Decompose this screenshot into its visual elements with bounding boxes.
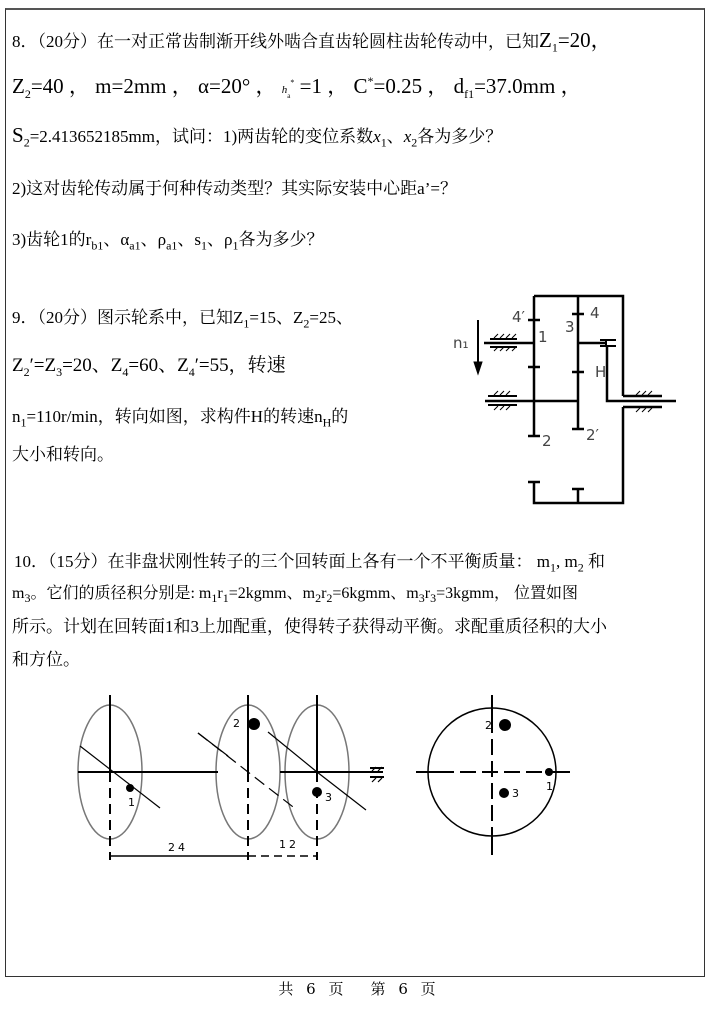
text: , m xyxy=(555,552,578,571)
text: r xyxy=(217,585,223,602)
text: 3 xyxy=(430,591,437,606)
text: =40 ， m=2mm ， α=20° ， xyxy=(30,74,277,98)
text: 2 xyxy=(577,560,584,575)
text: 1 xyxy=(211,591,218,606)
text: a1 xyxy=(166,238,178,253)
mass-1 xyxy=(126,784,134,792)
text: Z xyxy=(12,74,25,98)
text: =2kgmm、m xyxy=(228,585,316,602)
text: m xyxy=(12,585,25,602)
text: =0.25 ， d xyxy=(373,74,465,98)
text: 3)齿轮1的r xyxy=(12,230,92,249)
text: =25、 xyxy=(309,308,353,327)
text: =3kgmm， 位置如图 xyxy=(436,585,579,602)
text: H xyxy=(322,415,332,430)
label-n1: n₁ xyxy=(453,334,469,352)
label-gear4: 4 xyxy=(590,304,600,322)
text: 2 xyxy=(315,591,322,606)
text: 、 xyxy=(386,127,404,146)
text: 。它们的质径积分别是: m xyxy=(30,585,212,602)
end-view-mass-3 xyxy=(499,788,509,798)
text: a1 xyxy=(129,238,141,253)
text: n xyxy=(12,407,21,426)
text: =6kgmm、m xyxy=(332,585,419,602)
footer-total-pages: 6 xyxy=(306,980,316,998)
text: =15、Z xyxy=(249,308,304,327)
text: 2 xyxy=(411,135,418,150)
mass-2 xyxy=(248,718,260,730)
text: ′=55，转速 xyxy=(194,355,286,376)
end-view-label-3: 3 xyxy=(512,787,519,800)
text: 、ρ xyxy=(140,230,167,249)
q9-line4: 大小和转向。 xyxy=(12,445,114,464)
footer-page-label: 第 xyxy=(370,980,386,998)
q10-line3: 所示。计划在回转面1和3上加配重，使得转子获得动平衡。求配重质径积的大小 xyxy=(12,617,607,636)
text: S xyxy=(12,123,24,147)
text: 1 xyxy=(20,415,27,430)
text: 1 xyxy=(232,238,239,253)
text: 1 xyxy=(243,316,250,331)
footer-page-unit: 页 xyxy=(420,980,436,998)
text: =2.413652185mm，试问：1)两齿轮的变位系数 xyxy=(29,127,374,146)
text: r xyxy=(321,585,327,602)
text: x xyxy=(373,127,381,146)
footer-total-label: 共 xyxy=(278,980,294,998)
mass-3 xyxy=(312,787,322,797)
text: 9．（20分）图示轮系中，已知Z xyxy=(12,308,244,327)
end-view-label-2: 2 xyxy=(485,719,492,732)
text: 2 xyxy=(303,316,310,331)
text: =1 ， C xyxy=(294,74,368,98)
text: =110r/min，转向如图，求构件H的转速n xyxy=(26,407,323,426)
text: Z xyxy=(539,28,552,52)
text: 、α xyxy=(103,230,130,249)
text: 1 xyxy=(222,591,229,606)
text: =20、Z xyxy=(62,355,123,376)
text: 、ρ xyxy=(207,230,233,249)
text: 各为多少？ xyxy=(238,230,324,249)
text: 1 xyxy=(201,238,208,253)
footer-total-unit: 页 xyxy=(328,980,344,998)
end-view-mass-1 xyxy=(545,768,553,776)
text: 2 xyxy=(326,591,333,606)
text: ′=Z xyxy=(29,355,57,376)
label-gear1: 1 xyxy=(538,328,548,346)
text: 和 xyxy=(583,552,605,571)
text: 、s xyxy=(177,230,202,249)
text: 3 xyxy=(56,364,63,379)
text: * xyxy=(290,78,295,87)
text: 2 xyxy=(23,364,30,379)
label-distance-12: 12 xyxy=(279,838,299,851)
label-mass-3: 3 xyxy=(325,791,332,804)
text: * xyxy=(367,74,374,88)
footer-page-number: 6 xyxy=(398,980,408,998)
text: 1 xyxy=(551,40,558,55)
text: =20， xyxy=(557,28,612,52)
text: 8．（20分）在一对正常齿制渐开线外啮合直齿轮圆柱齿轮传动中，已知 xyxy=(12,32,539,51)
text: 3 xyxy=(418,591,425,606)
label-mass-2: 2 xyxy=(233,717,240,730)
q10-line4: 和方位。 xyxy=(12,650,80,669)
text: 2 xyxy=(23,135,30,150)
label-gear2: 2 xyxy=(542,432,552,450)
text: =37.0mm ， xyxy=(474,74,582,98)
page-footer xyxy=(0,978,714,999)
text: 4 xyxy=(122,364,129,379)
text: 3 xyxy=(24,591,31,606)
text: 1 xyxy=(380,135,387,150)
text: =60、Z xyxy=(128,355,189,376)
text: b1 xyxy=(91,238,104,253)
end-view-label-1: 1 xyxy=(546,780,553,793)
text: h xyxy=(281,84,288,96)
text: r xyxy=(424,585,431,602)
text: f1 xyxy=(464,87,475,102)
text: 2 xyxy=(24,87,31,102)
q8-line4: 2)这对齿轮传动属于何种传动类型？其实际安装中心距a’=？ xyxy=(12,179,457,198)
label-carrier-H: H xyxy=(595,363,607,381)
text: 1 xyxy=(549,560,556,575)
label-gear3: 3 xyxy=(565,318,575,336)
label-mass-1: 1 xyxy=(128,796,135,809)
end-view-mass-2 xyxy=(499,719,511,731)
text: 10．（15分）在非盘状刚性转子的三个回转面上各有一个不平衡质量： m xyxy=(14,552,550,571)
text: 4 xyxy=(188,364,195,379)
text: 的 xyxy=(331,407,349,426)
text: 各为多少？ xyxy=(417,127,503,146)
text: Z xyxy=(12,355,24,376)
label-gear2p: 2′ xyxy=(586,426,599,444)
label-distance-24: 24 xyxy=(168,841,188,854)
text: a xyxy=(287,92,291,101)
label-gear4p: 4′ xyxy=(512,308,525,326)
text: x xyxy=(403,127,412,146)
